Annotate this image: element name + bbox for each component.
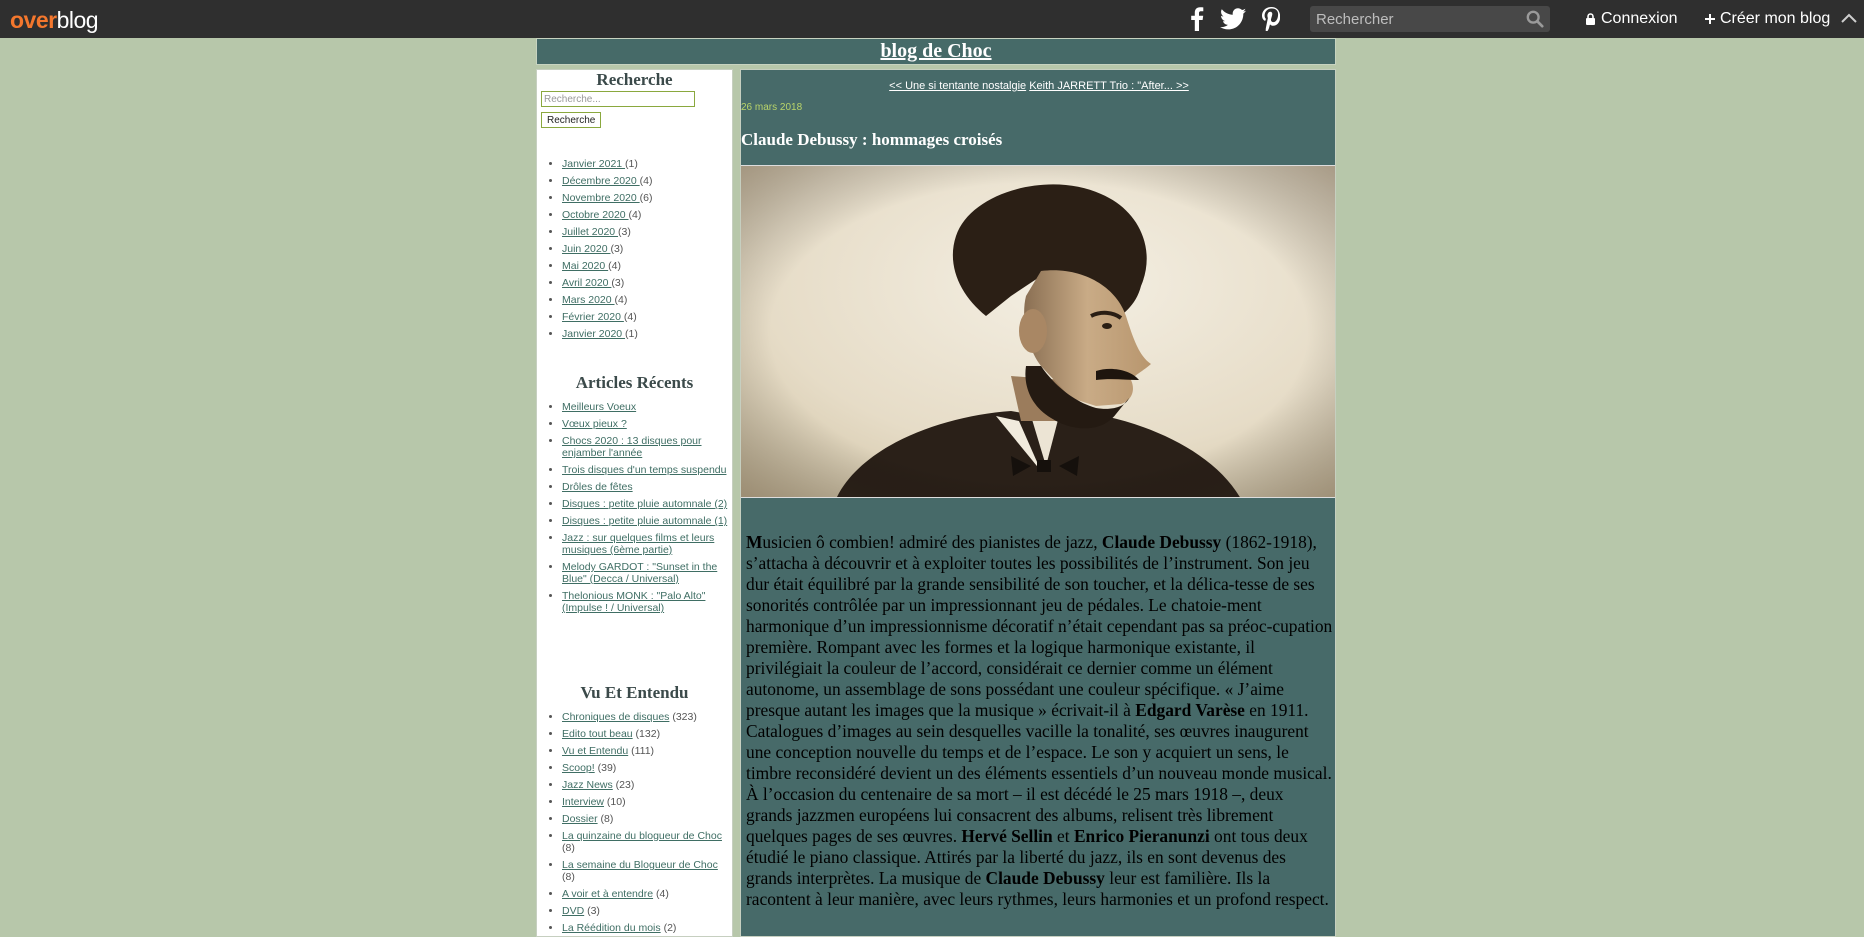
archive-count: (4) [608, 260, 621, 272]
categories-title: Vu Et Entendu [580, 683, 689, 702]
archive-item [562, 175, 729, 187]
archive-link[interactable]: Octobre 2020 [562, 209, 629, 221]
archive-link[interactable]: Novembre 2020 [562, 192, 640, 204]
post-text-run: et [1052, 826, 1074, 846]
recent-article-link[interactable]: Jazz : sur quelques films et leurs musiques (6ème partie) [562, 532, 715, 556]
recent-article-item [562, 418, 729, 430]
recent-article-link[interactable]: Melody GARDOT : "Sunset in the Blue" (Decca / Universal) [562, 561, 718, 585]
article-panel [740, 69, 1336, 937]
post-bold-name: Claude Debussy [1101, 532, 1222, 552]
category-item [562, 830, 729, 854]
pinterest-icon[interactable] [1259, 6, 1283, 32]
recent-articles-list [537, 401, 729, 619]
archive-item [562, 328, 729, 340]
archive-item [562, 192, 729, 204]
recent-article-item [562, 498, 729, 510]
post-bold-name: Enrico Pieranunzi [1073, 826, 1210, 846]
archive-link[interactable]: Juillet 2020 [562, 226, 619, 238]
category-link[interactable]: Edito tout beau [562, 728, 633, 740]
top-search-box [1310, 6, 1550, 32]
archive-count: (6) [639, 192, 653, 204]
archive-link[interactable]: Janvier 2020 [562, 328, 626, 340]
category-count: (132) [632, 728, 661, 740]
archive-link[interactable]: Décembre 2020 [562, 175, 640, 187]
category-item [562, 745, 729, 757]
archive-link[interactable]: Mars 2020 [562, 294, 615, 306]
post-bold-name: Hervé Sellin [961, 826, 1053, 846]
post-text-run: (1862-1918), s’attacha à découvrir et à exploiter toutes les possibilités de l’instrument. Son jeu dur était équilibré par la grande sensibilité de son toucher, et la délica-tesse de ses sonorités contrôlée par un impressionnant jeu de pédales. Le chatoie-ment harmonique d’un impressionnisme décoratif n’était cependant pas sa préoc-cupation première. Rompant avec les formes et la logique harmonique existante, il privilégiait la couleur de l’accord, considérait ce dernier comme un élément autonome, un assemblage de sons possédant une couleur spécifique. « J’aime presque autant les images que la musique » écrivait-il à [746, 532, 1333, 720]
category-link[interactable]: Jazz News [562, 779, 613, 791]
post-bold-name: Claude Debussy [985, 868, 1105, 888]
blog-title-link[interactable]: blog de Choc [880, 40, 992, 62]
search-icon[interactable] [1526, 10, 1544, 28]
recent-article-item [562, 464, 729, 476]
post-portrait-image [741, 165, 1336, 498]
chevron-up-icon[interactable] [1840, 12, 1858, 24]
overblog-topbar [0, 0, 1864, 38]
archive-item [562, 260, 729, 272]
archive-item [562, 311, 729, 323]
recent-article-link[interactable]: Disques : petite pluie automnale (1) [562, 515, 728, 527]
recent-article-link[interactable]: Chocs 2020 : 13 disques pour enjamber l'année [562, 435, 702, 459]
facebook-icon[interactable] [1186, 6, 1208, 32]
categories-list [537, 711, 729, 937]
login-label: Connexion [1601, 10, 1678, 27]
category-count: (111) [628, 745, 655, 757]
category-item [562, 888, 729, 900]
archive-item [562, 294, 729, 306]
create-blog-label: Créer mon blog [1720, 10, 1831, 27]
archive-link[interactable]: Janvier 2021 [562, 158, 626, 170]
archive-count: (3) [610, 243, 624, 255]
archive-link[interactable]: Juin 2020 [562, 243, 611, 255]
recent-article-item [562, 401, 729, 413]
archives-list [537, 158, 729, 345]
category-item [562, 779, 729, 791]
blog-header [536, 38, 1336, 65]
post-navigation [741, 80, 1336, 92]
category-count: (323) [669, 711, 697, 723]
recent-article-link[interactable]: Meilleurs Voeux [562, 401, 637, 413]
twitter-icon[interactable] [1219, 6, 1247, 32]
post-date: 26 mars 2018 [741, 102, 803, 113]
category-link[interactable]: La quinzaine du blogueur de Choc [562, 830, 722, 842]
search-widget-title: Recherche [596, 70, 673, 89]
category-link[interactable]: Chroniques de disques [562, 711, 670, 723]
archive-count: (4) [623, 311, 637, 323]
post-bold-name: Edgard Varèse [1135, 700, 1245, 720]
archive-count: (1) [625, 328, 638, 340]
recent-article-link[interactable]: Vœux pieux ? [562, 418, 627, 430]
post-text-run: leur est familière. Ils la racontent à leur manière, avec leurs rythmes, leurs harmonies et un profond respect. [746, 868, 1329, 909]
post-title: Claude Debussy : hommages croisés [741, 130, 1003, 149]
archive-count: (4) [614, 294, 628, 306]
post-text-run: ont tous deux étudié le piano classique. Attirés par la liberté du jazz, ils en sont devenus des grands interprètes. La musique de [746, 826, 1308, 888]
archive-item [562, 158, 729, 170]
post-dropcap: M [746, 532, 763, 552]
archive-link[interactable]: Avril 2020 [562, 277, 612, 289]
recent-article-item [562, 481, 729, 493]
recent-article-item [562, 435, 729, 459]
top-search-input[interactable] [1310, 6, 1520, 32]
recent-article-item [562, 590, 729, 614]
post-text-run: en 1911. Catalogues d’images au sein desquelles vacille la tonalité, ses œuvres inaugurent une conception nouvelle du temps et de l’espace. Le son y acquiert un sens, le timbre reconsidéré devient un des éléments essentiels d’un nouveau monde musical. À l’occasion du centenaire de sa mort – il est décédé le 25 mars 1918 –, deux grands jazzmen européens lui consacrent des albums, relisent très librement quelques pages de ses œuvres. [746, 700, 1332, 846]
category-count: (39) [594, 762, 617, 774]
category-link[interactable]: La semaine du Blogueur de Choc [562, 859, 718, 871]
archive-count: (3) [611, 277, 625, 289]
overblog-logo[interactable] [10, 8, 98, 32]
post-text-run: usicien ô combien! admiré des pianistes de jazz, [762, 532, 1102, 552]
recent-article-link[interactable]: Trois disques d'un temps suspendu [562, 464, 727, 476]
next-post-link[interactable]: Keith JARRETT Trio : "After... >> [1029, 80, 1189, 92]
recent-article-item [562, 532, 729, 556]
archive-count: (3) [618, 226, 631, 238]
archive-item [562, 243, 729, 255]
category-count: (3) [584, 905, 600, 917]
sidebar-search-input[interactable] [541, 91, 695, 107]
recent-article-link[interactable]: Drôles de fêtes [562, 481, 633, 493]
archive-link[interactable]: Mai 2020 [562, 260, 609, 272]
category-link[interactable]: Scoop! [562, 762, 595, 774]
prev-post-link[interactable]: << Une si tentante nostalgie [889, 80, 1027, 92]
archive-item [562, 226, 729, 238]
category-link[interactable]: DVD [562, 905, 585, 917]
category-item [562, 762, 729, 774]
category-item [562, 813, 729, 825]
category-item [562, 711, 729, 723]
category-link[interactable]: La Réédition du mois [562, 922, 661, 934]
category-count: (8) [597, 813, 614, 825]
recent-articles-title: Articles Récents [575, 373, 694, 392]
recent-article-link[interactable]: Disques : petite pluie automnale (2) [562, 498, 728, 510]
lock-icon [1585, 13, 1596, 25]
category-link[interactable]: Interview [562, 796, 605, 808]
category-count: (4) [653, 888, 669, 900]
category-item [562, 905, 729, 917]
category-count: (2) [660, 922, 677, 934]
sidebar-search [541, 91, 701, 128]
archive-link[interactable]: Février 2020 [562, 311, 624, 323]
plus-icon [1705, 14, 1715, 24]
category-count: (8) [562, 871, 575, 883]
archive-item [562, 277, 729, 289]
category-link[interactable]: Vu et Entendu [562, 745, 629, 757]
recent-article-item [562, 561, 729, 585]
archive-count: (1) [625, 158, 638, 170]
brand-over: over [10, 7, 57, 33]
category-link[interactable]: A voir et à entendre [562, 888, 654, 900]
post-body-text [746, 532, 1334, 910]
category-count: (10) [604, 796, 626, 808]
sidebar [536, 69, 733, 937]
category-count: (8) [562, 842, 575, 854]
login-link[interactable] [1585, 9, 1678, 29]
recent-article-link[interactable]: Thelonious MONK : "Palo Alto" (Impulse ! / Universal) [562, 590, 706, 614]
archive-count: (4) [639, 175, 653, 187]
category-item [562, 859, 729, 883]
category-count: (23) [612, 779, 635, 791]
category-item [562, 728, 729, 740]
archive-count: (4) [628, 209, 642, 221]
brand-blog: blog [56, 7, 99, 33]
category-item [562, 796, 729, 808]
category-link[interactable]: Dossier [562, 813, 598, 825]
create-blog-link[interactable] [1705, 9, 1830, 29]
category-item [562, 922, 729, 934]
archive-item [562, 209, 729, 221]
recent-article-item [562, 515, 729, 527]
sidebar-search-button[interactable]: Recherche [541, 112, 601, 128]
